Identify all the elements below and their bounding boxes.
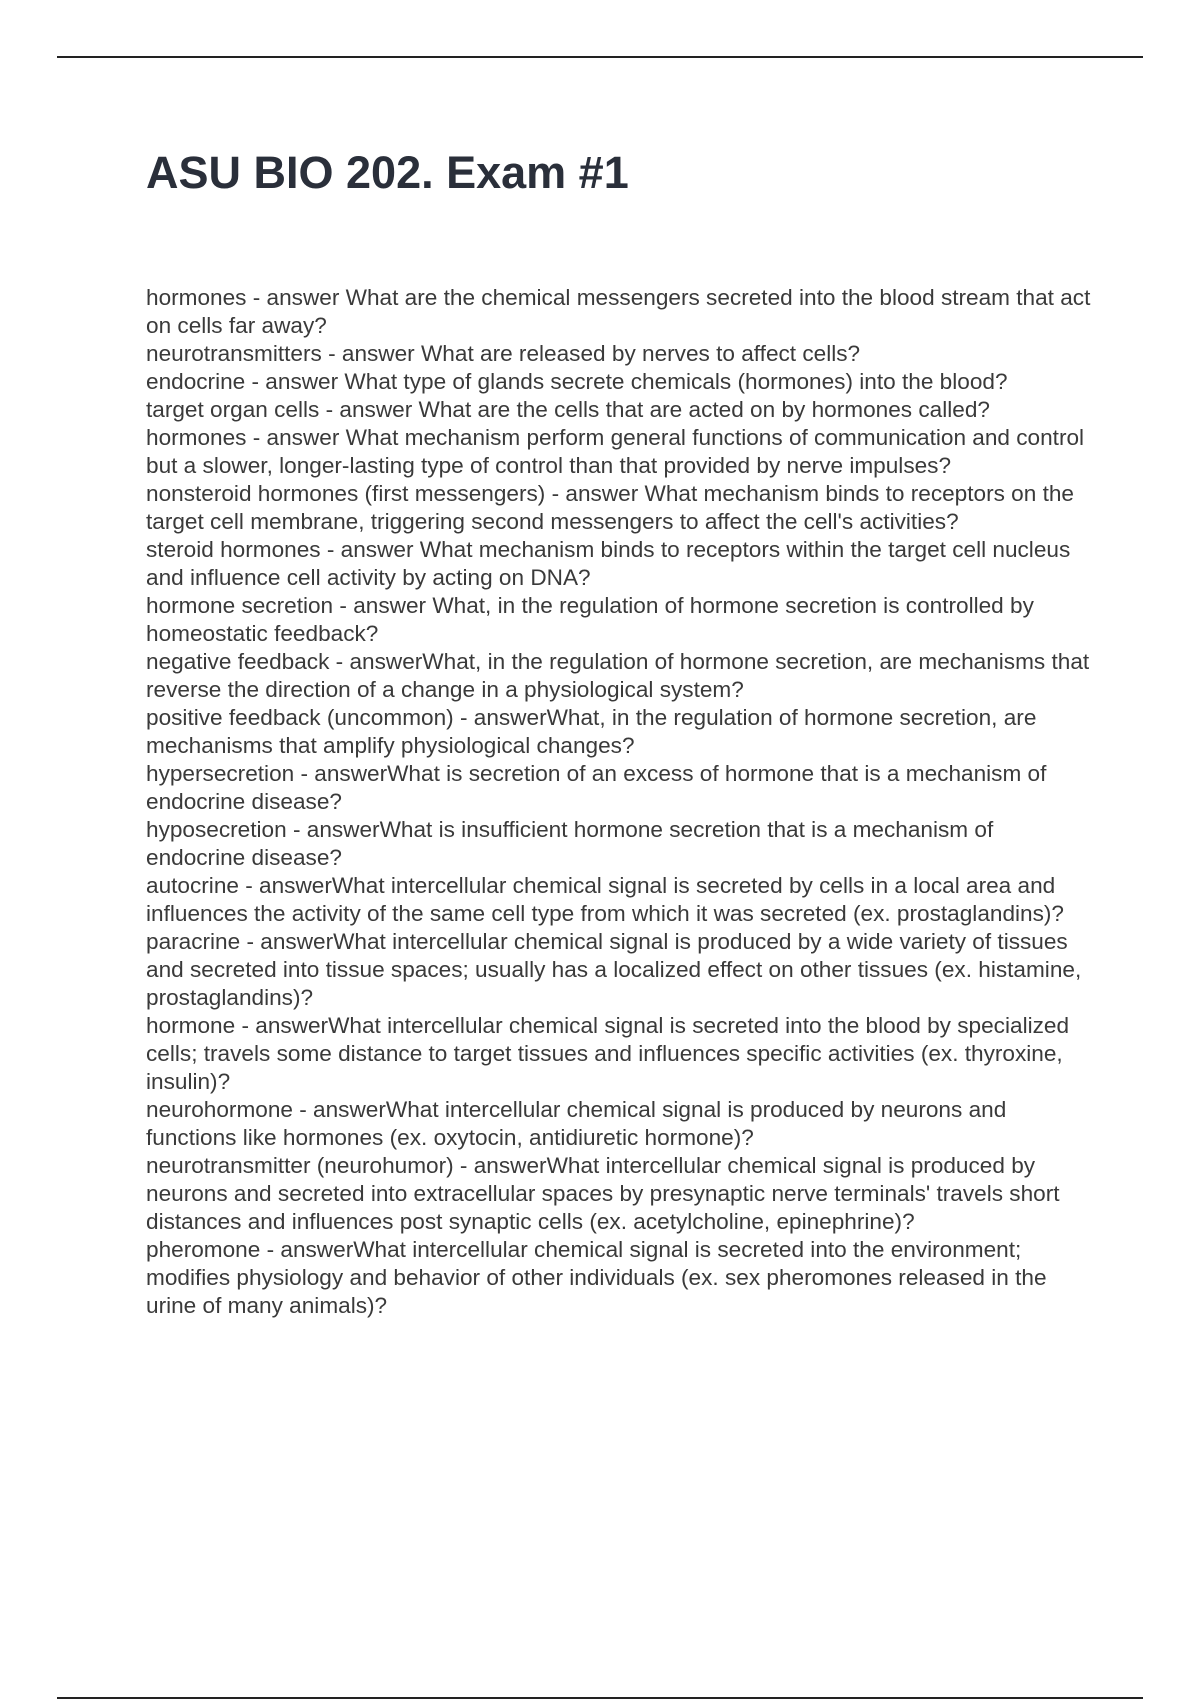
qa-entry: neurotransmitters - answer What are released by nerves to affect cells? — [146, 341, 861, 366]
qa-entry: steroid hormones - answer What mechanism binds to receptors within the target cell nucleus and influence cell activity by acting on DNA? — [146, 537, 1071, 590]
qa-entry: neurohormone - answerWhat intercellular chemical signal is produced by neurons and functions like hormones (ex. oxytocin, antidiuretic hormone)? — [146, 1097, 1007, 1150]
qa-entry: hyposecretion - answerWhat is insufficient hormone secretion that is a mechanism of endocrine disease? — [146, 817, 994, 870]
page-title: ASU BIO 202. Exam #1 — [146, 147, 629, 198]
qa-entry: hormone secretion - answer What, in the regulation of hormone secretion is controlled by homeostatic feedback? — [146, 593, 1034, 646]
qa-entry: hormones - answer What mechanism perform general functions of communication and control but a slower, longer-lasting type of control than that provided by nerve impulses? — [146, 425, 1085, 478]
qa-entry: target organ cells - answer What are the cells that are acted on by hormones called? — [146, 397, 990, 422]
qa-entry: autocrine - answerWhat intercellular chemical signal is secreted by cells in a local area and influences the activity of the same cell type from which it was secreted (ex. prostaglandins)? — [146, 873, 1064, 926]
qa-entry: hormone - answerWhat intercellular chemical signal is secreted into the blood by specialized cells; travels some distance to target tissues and influences specific activities (ex. thyroxine, insulin)? — [146, 1013, 1070, 1094]
qa-entry: neurotransmitter (neurohumor) - answerWhat intercellular chemical signal is produced by neurons and secreted into extracellular spaces by presynaptic nerve terminals' travels short distances and influences post synaptic cells (ex. acetylcholine, epinephrine)? — [146, 1153, 1060, 1234]
top-divider — [57, 56, 1143, 58]
qa-entry: negative feedback - answerWhat, in the regulation of hormone secretion, are mechanisms that reverse the direction of a change in a physiological system? — [146, 649, 1090, 702]
qa-entry: hormones - answer What are the chemical messengers secreted into the blood stream that act on cells far away? — [146, 285, 1091, 338]
qa-entry: pheromone - answerWhat intercellular chemical signal is secreted into the environment; modifies physiology and behavior of other individuals (ex. sex pheromones released in the urine of many animals)? — [146, 1237, 1047, 1318]
qa-entry: hypersecretion - answerWhat is secretion of an excess of hormone that is a mechanism of endocrine disease? — [146, 761, 1047, 814]
qa-list — [146, 284, 1096, 1320]
qa-entry: positive feedback (uncommon) - answerWhat, in the regulation of hormone secretion, are mechanisms that amplify physiological changes? — [146, 705, 1037, 758]
qa-entry: paracrine - answerWhat intercellular chemical signal is produced by a wide variety of tissues and secreted into tissue spaces; usually has a localized effect on other tissues (ex. histamine, prostaglandins)? — [146, 929, 1082, 1010]
qa-entry: nonsteroid hormones (first messengers) - answer What mechanism binds to receptors on the target cell membrane, triggering second messengers to affect the cell's activities? — [146, 481, 1074, 534]
qa-entry: endocrine - answer What type of glands secrete chemicals (hormones) into the blood? — [146, 369, 1008, 394]
bottom-divider — [57, 1697, 1143, 1699]
